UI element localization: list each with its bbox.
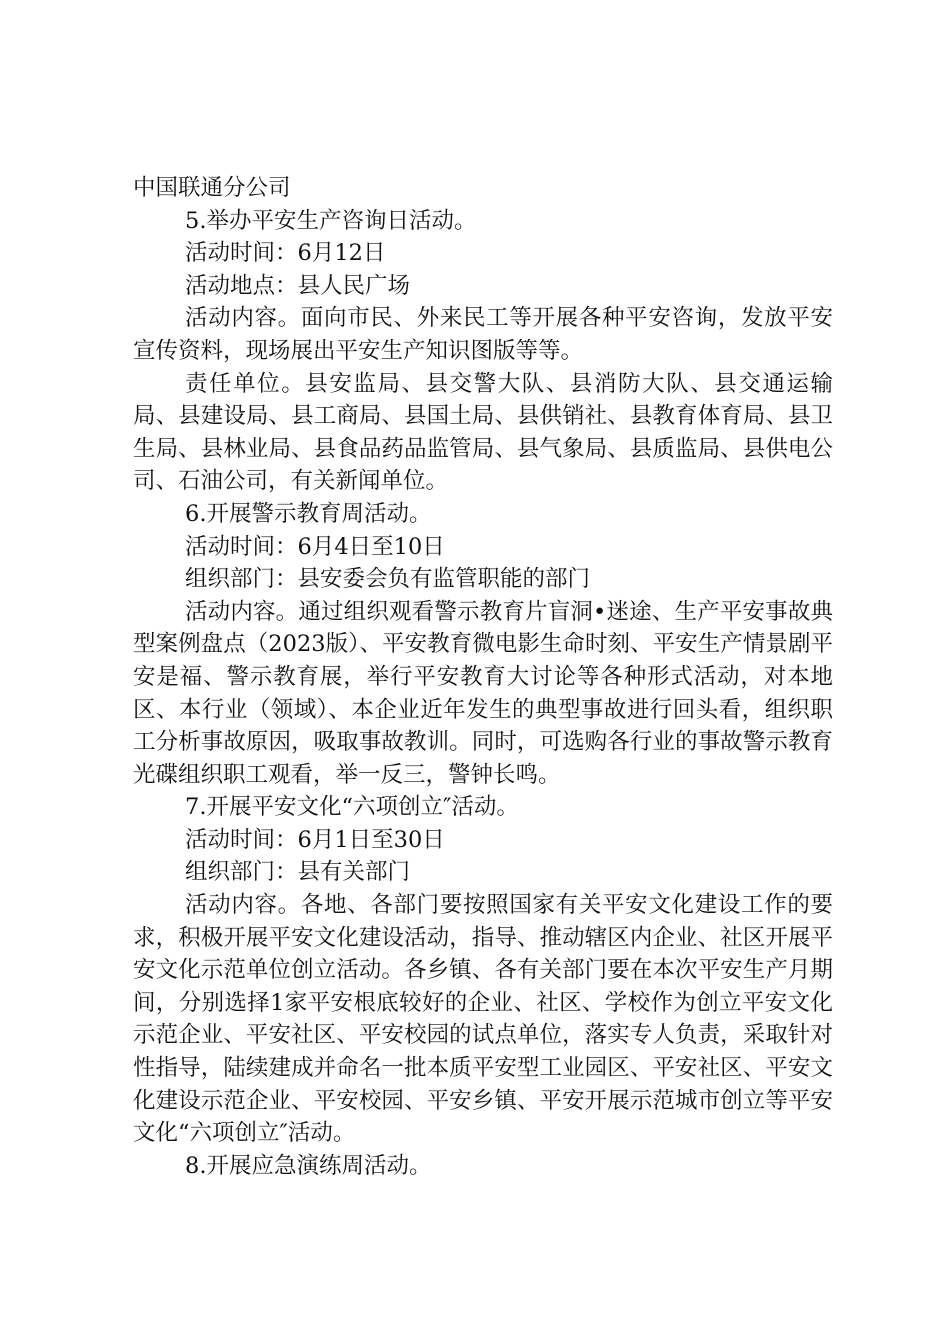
item-8-heading: 8.开展应急演练周活动。 [185, 1152, 432, 1179]
item-6-time: 活动时间：6月4日至10日 [185, 533, 445, 560]
item-5-location: 活动地点：县人民广场 [185, 272, 411, 299]
item-5-heading: 5.举办平安生产咨询日活动。 [185, 207, 477, 234]
item-6-heading: 6.开展警示教育周活动。 [185, 500, 432, 527]
item-6-content: 活动内容。通过组织观看警示教育片盲洞•迷途、生产平安事故典型案例盘点（2023版）、平安教育微电影生命时刻、平安生产情景剧平安是福、警示教育展，举行平安教育大讨论等各种形式活动，对本地区、本行业（领域）、本企业近年发生的典型事故进行回头看，组织职工分析事故原因，吸取事故教训。同时，可选购各行业的事故警示教育光碟组织职工观看，举一反三，警钟长鸣。 [133, 598, 833, 788]
item-5-content: 活动内容。面向市民、外来民工等开展各种平安咨询，发放平安宣传资料，现场展出平安生产知识图版等等。 [133, 305, 833, 364]
item-5-time: 活动时间：6月12日 [185, 240, 386, 267]
document-page [133, 172, 833, 1182]
item-7-content: 活动内容。各地、各部门要按照国家有关平安文化建设工作的要求，积极开展平安文化建设活动，指导、推动辖区内企业、社区开展平安文化示范单位创立活动。各乡镇、各有关部门要在本次平安生产月期间，分别选择1家平安根底较好的企业、社区、学校作为创立平安文化示范企业、平安社区、平安校园的试点单位，落实专人负责，采取针对性指导，陆续建成并命名一批本质平安型工业园区、平安社区、平安文化建设示范企业、平安校园、平安乡镇、平安开展示范城市创立等平安文化“六项创立″活动。 [133, 892, 833, 1147]
item-7-organizer: 组织部门：县有关部门 [185, 859, 411, 886]
item-7-time: 活动时间：6月1日至30日 [185, 826, 445, 853]
item-5-responsible-units: 责任单位。县安监局、县交警大队、县消防大队、县交通运输局、县建设局、县工商局、县国土局、县供销社、县教育体育局、县卫生局、县林业局、县食品药品监管局、县气象局、县质监局、县供电公司、石油公司，有关新闻单位。 [133, 370, 833, 495]
item-7-heading: 7.开展平安文化“六项创立″活动。 [185, 794, 519, 821]
paragraph-continuation: 中国联通分公司 [133, 175, 291, 201]
item-6-organizer: 组织部门：县安委会负有监管职能的部门 [185, 566, 591, 593]
